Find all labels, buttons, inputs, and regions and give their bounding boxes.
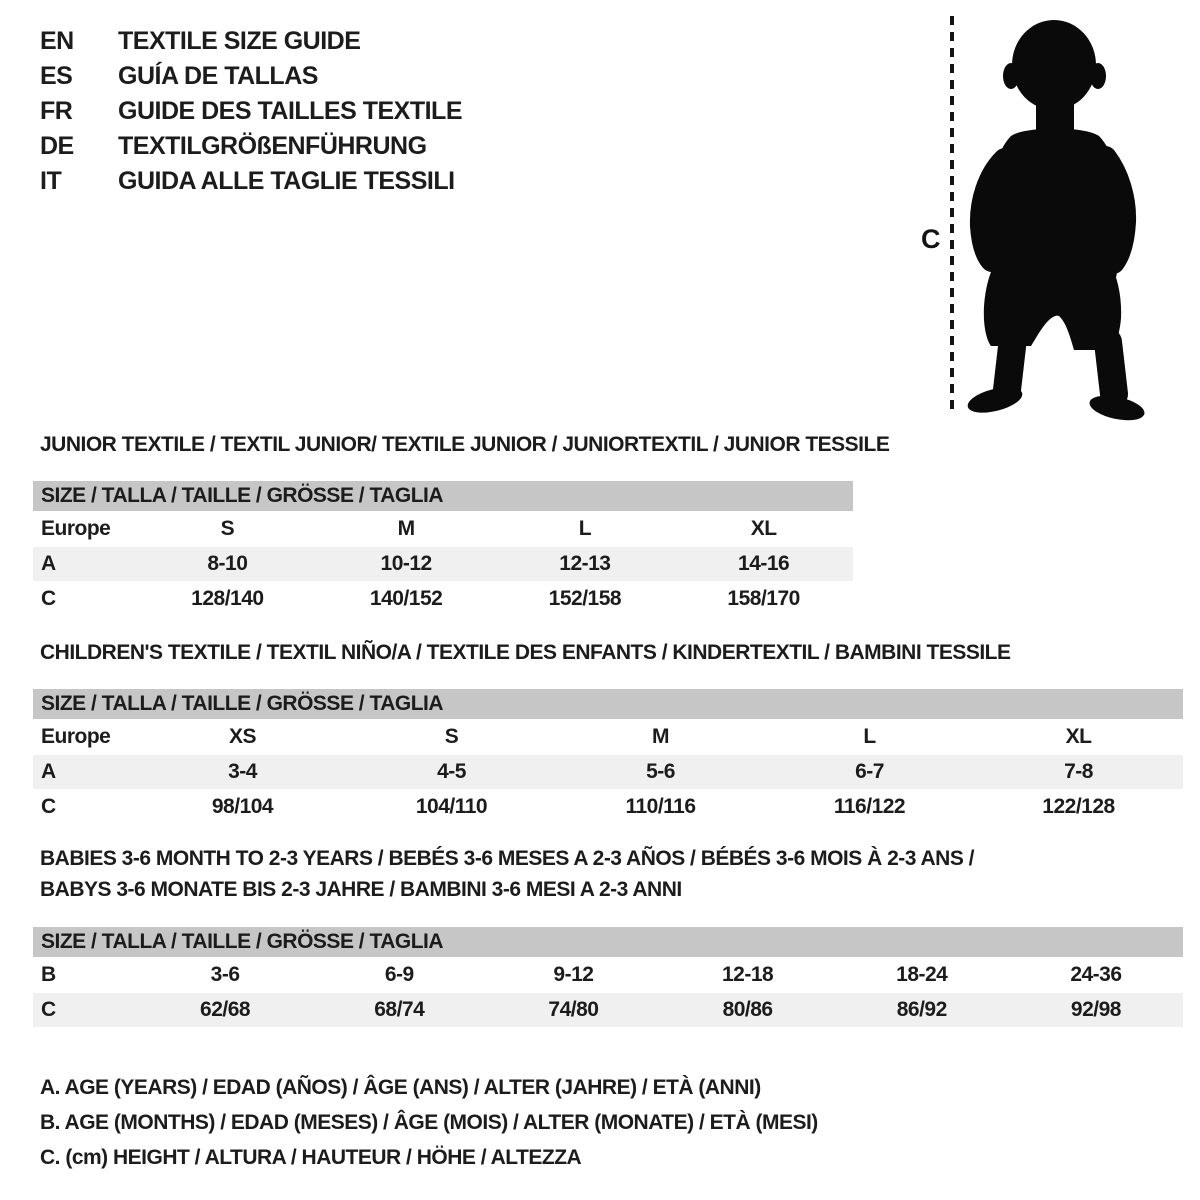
table-row-height: [33, 790, 1183, 824]
language-row-en: [40, 24, 462, 59]
row-label: Europe: [41, 517, 111, 540]
guide-title: GUIDE DES TAILLES TEXTILE: [118, 97, 463, 125]
row-label: C: [41, 587, 56, 610]
language-title-list: [40, 24, 462, 199]
table-row-europe: [33, 512, 853, 546]
size-cell: S: [444, 725, 459, 748]
legend-line-c: C. (cm) HEIGHT / ALTURA / HAUTEUR / HÖHE / ALTEZZA: [40, 1146, 582, 1169]
junior-size-table: [33, 481, 853, 616]
children-size-table: [33, 689, 1183, 824]
height-cell: 140/152: [369, 587, 443, 610]
age-cell: 24-36: [1070, 963, 1122, 986]
table-row-europe: [33, 720, 1183, 754]
guide-title: TEXTILGRÖßENFÜHRUNG: [118, 132, 427, 160]
age-cell: 3-6: [210, 963, 240, 986]
height-cell: 116/122: [833, 795, 906, 818]
height-cell: 92/98: [1070, 998, 1121, 1021]
age-cell: 4-5: [437, 760, 466, 783]
babies-title-line2: BABYS 3-6 MONATE BIS 2-3 JAHRE / BAMBINI 3-6 MESI A 2-3 ANNI: [40, 878, 682, 901]
size-cell: M: [397, 517, 415, 540]
row-label: Europe: [41, 725, 111, 748]
language-code: EN: [40, 27, 74, 55]
children-section-title: CHILDREN'S TEXTILE / TEXTIL NIÑO/A / TEXTILE DES ENFANTS / KINDERTEXTIL / BAMBINI TESSILE: [40, 641, 1011, 664]
age-cell: 6-7: [855, 760, 884, 783]
height-cell: 98/104: [211, 795, 274, 818]
language-code: ES: [40, 62, 73, 90]
age-cell: 3-4: [228, 760, 257, 783]
age-cell: 14-16: [738, 552, 790, 575]
language-row-fr: [40, 94, 462, 129]
height-cell: 128/140: [191, 587, 264, 610]
row-label: B: [41, 963, 56, 986]
size-header-bar: SIZE / TALLA / TAILLE / GRÖSSE / TAGLIA: [33, 689, 1183, 719]
legend-line-a: A. AGE (YEARS) / EDAD (AÑOS) / ÂGE (ANS) / ALTER (JAHRE) / ETÀ (ANNI): [40, 1076, 761, 1099]
height-cell: 86/92: [896, 998, 947, 1021]
size-cell: XL: [1065, 725, 1092, 748]
age-cell: 9-12: [553, 963, 594, 986]
age-cell: 5-6: [646, 760, 675, 783]
measurement-legend: [40, 1070, 818, 1175]
table-row-height: [33, 993, 1183, 1027]
junior-section-title: JUNIOR TEXTILE / TEXTIL JUNIOR/ TEXTILE JUNIOR / JUNIORTEXTIL / JUNIOR TESSILE: [40, 433, 890, 456]
guide-title: TEXTILE SIZE GUIDE: [118, 27, 361, 55]
language-code: DE: [40, 132, 74, 160]
language-code: IT: [40, 167, 62, 195]
height-cell: 158/170: [727, 587, 800, 610]
size-cell: S: [220, 517, 235, 540]
guide-title: GUÍA DE TALLAS: [118, 62, 318, 90]
age-cell: 12-18: [721, 963, 774, 986]
height-cell: 62/68: [200, 998, 251, 1021]
age-cell: 10-12: [380, 552, 432, 575]
table-row-height: [33, 582, 853, 616]
height-cell: 80/86: [722, 998, 773, 1021]
size-cell: M: [652, 725, 669, 748]
babies-size-table: [33, 927, 1183, 1027]
row-label: C: [41, 795, 56, 818]
height-cell: 74/80: [548, 998, 599, 1021]
language-row-it: [40, 164, 462, 199]
height-cell: 152/158: [548, 587, 622, 610]
height-figure: [895, 8, 1155, 422]
size-header-bar: SIZE / TALLA / TAILLE / GRÖSSE / TAGLIA: [33, 481, 853, 511]
row-label: A: [41, 552, 56, 575]
age-cell: 6-9: [384, 963, 414, 986]
row-label: C: [41, 998, 56, 1021]
height-cell: 68/74: [374, 998, 425, 1021]
babies-title-line1: BABIES 3-6 MONTH TO 2-3 YEARS / BEBÉS 3-6 MESES A 2-3 AÑOS / BÉBÉS 3-6 MOIS À 2-3 ANS /: [40, 847, 975, 870]
table-row-age: [33, 755, 1183, 789]
age-cell: 12-13: [559, 552, 611, 575]
language-row-es: [40, 59, 462, 94]
size-cell: L: [863, 725, 876, 748]
height-measure-label: C: [921, 224, 941, 254]
height-cell: 122/128: [1042, 795, 1115, 818]
babies-section-title: [40, 843, 974, 905]
row-label: A: [41, 760, 56, 783]
guide-title: GUIDA ALLE TAGLIE TESSILI: [118, 167, 455, 195]
language-row-de: [40, 129, 462, 164]
size-cell: XL: [750, 517, 777, 540]
table-row-age: [33, 547, 853, 581]
age-cell: 8-10: [207, 552, 248, 575]
height-cell: 104/110: [415, 795, 488, 818]
legend-line-b: B. AGE (MONTHS) / EDAD (MESES) / ÂGE (MOIS) / ALTER (MONATE) / ETÀ (MESI): [40, 1111, 818, 1134]
language-code: FR: [40, 97, 73, 125]
size-cell: XS: [228, 725, 256, 748]
age-cell: 7-8: [1064, 760, 1093, 783]
size-cell: L: [578, 517, 592, 540]
size-header-bar: SIZE / TALLA / TAILLE / GRÖSSE / TAGLIA: [33, 927, 1183, 957]
age-cell: 18-24: [896, 963, 948, 986]
height-cell: 110/116: [625, 795, 696, 818]
toddler-silhouette-icon: [965, 20, 1147, 422]
table-row-age-months: [33, 958, 1183, 992]
